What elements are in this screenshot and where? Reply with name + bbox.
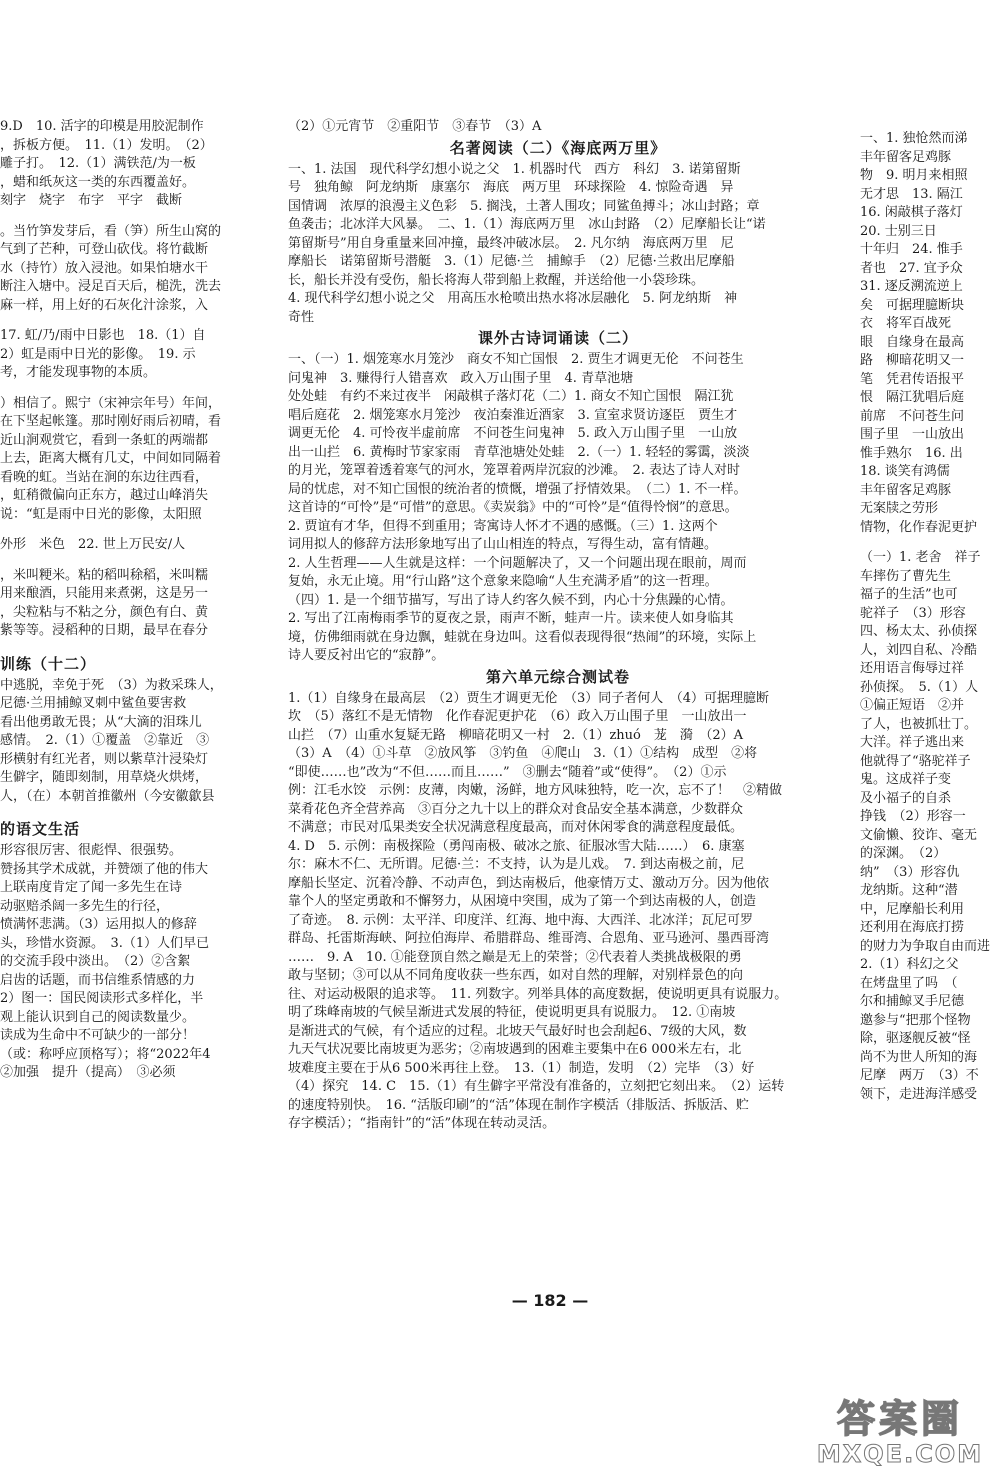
answer-line: 车摔伤了曹先生 [860,568,952,584]
answer-line: 的深渊。 （2） [860,846,947,861]
answer-line: 除，驱逐舰反被“怪 [860,1031,971,1046]
answer-line: 围子里 一山放出 [860,427,965,442]
answer-line: 问鬼神 3. 赚得行人错喜欢 政入万山围子里 4. 青草池塘 [288,370,634,386]
answer-line: 调更无伦 4. 可怜夜半虚前席 不问苍生问鬼神 5. 政入万山围子里 一山放 [288,426,738,441]
answer-line: 鱼袭击；北冰洋大风暴。 二、1.（1）海底两万里 冰山封路 （2）尼摩船长让“诺 [288,217,766,232]
answer-line: 驼祥子 （3）形容 [860,605,966,621]
answer-line: 衣 将军百战死 [860,316,952,331]
answer-line: 的交流手段中淡出。 （2）②含絮 [0,954,191,969]
answer-line: （2）①元宵节 ②重阳节 ③春节 （3）A [288,119,542,134]
answer-line: 水（持竹）放入浸池。如果怕塘水干 [0,260,209,276]
answer-line: 用来酿酒，只能用来煮粥，这是另一 [0,586,209,601]
answer-line: 物 9. 明月来相照 [860,168,968,183]
page-number: — 182 — [511,1291,589,1310]
answer-line: 菜肴花色齐全营养高 ③百分之九十以上的群众对食品安全基本满意，少数群众 [288,801,744,817]
line-gap [0,315,272,327]
answer-line: 第留斯号”用自身重量来回冲撞，最终冲破冰层。 2. 凡尔纳 海底两万里 尼 [288,235,734,251]
answer-line: 惟手熟尔 16. 出 [860,445,963,461]
answer-line: 处处蛙 有约不来过夜半 闲敲棋子落灯花（二）1. 商女不知亡国恨 隔江犹 [288,389,734,404]
answer-line: 尼德·兰用捕鲸叉刺中鲨鱼要害救 [0,696,187,711]
answer-line: 愤满怀悲满。（3）运用拟人的修辞 [0,917,197,932]
answer-line: 诗人要反衬出它的“寂静”。 [288,648,445,663]
answer-line: 往、对运动极限的追求等。 11. 列数字。列举具体的高度数据，使说明更具有说服力。 [288,986,788,1002]
answer-line: 。当竹笋发芽后，看（笋）所生山窝的 [0,223,222,239]
answer-line: 挣钱 （2）形容一 [860,809,966,824]
answer-line: 生僻字，随即刻制，用草烧火烘烤， [0,770,209,785]
answer-line: 启齿的话题，而书信维系情感的力 [0,972,196,988]
answer-line: 大洋。祥子逃出来 [860,735,965,750]
answer-line: ，虹稍微偏向正东方，越过山峰消失 [0,488,209,503]
answer-line: 这首诗的“可怜”是“可惜”的意思。《卖炭翁》中的“可怜”是“值得怜悯”的意思。 [288,500,738,515]
answer-line: 尔和捕鲸叉手尼德 [860,994,965,1009]
answer-line: 气到了芒种，可登山砍伐。将竹截断 [0,242,209,257]
answer-line: ①偏正短语 ②并 [860,698,965,713]
answer-line: 他就得了“骆驼祥子 [860,753,971,769]
section-heading: 训练（十二） [0,654,97,673]
answer-line: 2.（1）科幻之父 [860,957,959,972]
answer-line: 4. 现代科学幻想小说之父 用高压水枪喷出热水将冰层融化 5. 阿龙纳斯 神 [288,291,738,306]
answer-line: 17. 虹/乃/雨中日影也 18.（1）自 [0,328,206,343]
watermark-logo-mark: 答案圈 [836,1397,963,1441]
answer-line: 了人，也被抓壮丁。 [860,716,978,732]
answer-line: ，尖粒粘与不粘之分，颜色有白、黄 [0,604,209,620]
answer-line: 鬼。这成祥子变 [860,772,952,787]
answer-line: 形横射有红光者，则以紫草汁浸染灯 [0,751,209,767]
answer-line: 近山涧观赏它，看到一条虹的两端都 [0,432,209,448]
answer-line: 的月光，笼罩着透着寒气的河水，笼罩着两岸沉寂的沙滩。 2. 表达了诗人对时 [288,463,741,478]
answer-line: 局的忧虑，对不知亡国恨的统治者的愤慨，增强了抒情效果。 （二）1. 不一样。 [288,481,747,497]
answer-line: ，蜡和纸灰这一类的东西覆盖好。 [0,174,196,190]
answer-line: 看出他勇敢无畏；从“大滴的泪珠儿 [0,714,202,730]
answer-line: 国情调 浓厚的浪漫主义色彩 5. 搁浅，土著人围攻；同鲨鱼搏斗；冰山封路；章 [288,198,760,214]
answer-line: …… 9. A 10. ①能登顶自然之巅是无上的荣誉；②代表着人类挑战极限的勇 [288,949,742,965]
line-gap [0,806,272,818]
answer-line: 2）图一：国民阅读形式多样化，半 [0,991,204,1006]
answer-line: 境，仿佛细雨就在身边飘，蛙就在身边叫。这看似表现得很“热闹”的环境，实际上 [288,629,757,645]
answer-line: 尼摩 两万 （3）不 [860,1068,979,1083]
line-gap [0,211,272,223]
answer-line: 群岛、托雷斯海峡、阿拉伯海岸、希腊群岛、维哥湾、合恩角、亚马逊河、墨西哥湾 [288,931,770,946]
section-heading: 名著阅读（二）《海底两万里》 [449,138,667,157]
answer-line: 1.（1）自缘身在最高层 （2）贾生才调更无伦 （3）同子者何人 （4）可据理臆断 [288,690,769,706]
answer-line: 邀参与“把那个怪物 [860,1012,971,1028]
answer-line: （或：称呼应顶格写）；将“2022年4 [0,1046,211,1062]
line-gap [0,383,272,395]
answer-line: 动驱赔杀阔一多先生的行径， [0,898,170,914]
answer-line: 词用拟人的修辞方法形象地写出了山山相连的特点，写得生动，富有情趣。 [288,537,718,552]
answer-line: 前席 不问苍生问 [860,408,965,424]
answer-line: 四、杨太太、孙侦探 [860,624,978,639]
answer-line: 雕子打。 12.（1）满铁范/为一板 [0,156,196,171]
answer-line: 2. 写出了江南梅雨季节的夏夜之景，雨声不断，蛙声一片。读来使人如身临其 [288,611,734,626]
answer-line: 唱后庭花 2. 烟笼寒水月笼沙 夜泊秦淮近酒家 3. 宣室求贤访逐臣 贾生才 [288,407,738,423]
answer-line: 赞扬其学术成就，并赞颂了他的伟大 [0,861,209,877]
answer-line: 奇性 [288,309,315,325]
answer-line: 观上能认识到自己的阅读数量少。 [0,1009,196,1025]
answer-line: 中逃脱，幸免于死 （3）为救采珠人， [0,677,223,693]
answer-line: 麻一样，用上好的石灰化汁涂浆，入 [0,297,209,313]
answer-line: 中，尼摩船长利用 [860,901,965,917]
answer-line: 一、1. 独怆然而涕 [860,131,968,146]
answer-line: 号 独角鲸 阿龙纳斯 康塞尔 海底 两万里 环球探险 4. 惊险奇遇 异 [288,180,734,195]
answer-line: 摩船长坚定、沉着冷静、不动声色，到达南极后，他豪情万丈、激动万分。因为他依 [288,875,770,891]
watermark-logo [810,1388,1000,1471]
answer-line: 一、（一）1. 烟笼寒水月笼沙 商女不知亡国恨 2. 贾生才调更无伦 不问苍生 [288,352,744,367]
center-answer-column [288,118,828,1134]
answer-line: 山拦 （7）山重水复疑无路 柳暗花明又一村 2.（1）zhuó 茏 漪 （2）A [288,727,744,743]
answer-line: 形容很厉害、很彪悍、很强势。 [0,843,183,858]
line-gap [860,118,1000,130]
answer-line: 上联南度肯定了闻一多先生在诗 [0,880,183,895]
answer-line: 文偷懒、狡诈、毫无 [860,827,978,843]
answer-line: 九天气状况要比南坡更为恶劣；②南坡遇到的困难主要集中在6 000米左右，北 [288,1042,742,1057]
answer-line: 还用语言侮辱过祥 [860,661,965,676]
answer-line: 人，（在）本朝首推徽州（今安徽歙县 [0,788,215,804]
answer-line: 眼 自缘身在最高 [860,334,965,350]
answer-line: 矣 可据理臆断块 [860,297,965,313]
answer-line: 无才思 13. 隔江 [860,186,963,202]
answer-line: 的速度特别快。 16. “活版印刷”的“活”体现在制作字模活（排版活、拆版活、贮 [288,1097,749,1113]
answer-line: 不满意；市民对瓜果类安全状况满意程度最高，而对休闲零食的满意程度最低。 [288,820,744,835]
answer-line: 在下坚起帐篷。那时刚好雨后初晴，看 [0,414,222,429]
answer-line: 恨 隔江犹唱后庭 [860,390,965,405]
answer-line: 外形 米色 22. 世上万民安/人 [0,537,186,552]
answer-line: 考，才能发现事物的本质。 [0,365,157,380]
answer-line: 长，船长并没有受伤，船长将海人带到船上救醒，并送给他一小袋珍珠。 [288,272,705,288]
answer-line: 说：“虹是雨中日光的影像，太阳照 [0,506,202,522]
answer-line: 领下，走进海洋感受 [860,1086,978,1102]
answer-line: 孙侦探。 5.（1）人 [860,679,979,695]
answer-line: 一、1. 法国 现代科学幻想小说之父 1. 机器时代 西方 科幻 3. 诺第留斯 [288,161,741,177]
answer-line: （3）A （4）①斗草 ②放风筝 ③钓鱼 ④爬山 3.（1）①结构 成型 ②将 [288,746,758,761]
answer-line: 龙纳斯。这种“潜 [860,883,958,898]
line-gap [860,537,1000,549]
answer-line: 存字模活）；“指南针”的“活”体现在转动灵活。 [288,1116,556,1131]
section-heading: 课外古诗词诵读（二） [477,329,638,347]
answer-line: 还利用在海底打捞 [860,920,965,935]
line-gap [0,641,272,653]
section-heading: 的语文生活 [0,820,81,838]
answer-line: 上去，距离大概有几丈，中间如同隔着 [0,451,222,466]
answer-line: 20. 士别三日 [860,223,937,239]
answer-line: 情物，化作春泥更护 [860,519,978,535]
answer-line: 2）虹是雨中日光的影像。 19. 示 [0,346,196,362]
answer-line: 尔：麻木不仁、无所谓。尼德·兰：不支持，认为是儿戏。 7. 到达南极之前，尼 [288,857,745,872]
answer-line: ，拆板方便。 11.（1）发明。 （2） [0,137,213,153]
answer-line: 2. 贾谊有才华，但得不到重用；寄寓诗人怀才不遇的感慨。（三）1. 这两个 [288,518,718,534]
answer-line: 笔 凭君传语报平 [860,371,965,387]
answer-line: （一）1. 老舍 祥子 [860,550,981,565]
answer-line: 丰年留客足鸡豚 [860,482,952,498]
watermark-site-text: MXQE.COM [816,1440,984,1468]
answer-line: 是渐进式的气候，有个适应的过程。北坡天气最好时也会刮起6、7级的大风，数 [288,1023,747,1039]
answer-line: 坎 （5）落红不是无情物 化作春泥更护花 （6）政入万山围子里 一山放出一 [288,709,747,724]
answer-line: （4）探究 14. C 15.（1）有生僻字平常没有准备的，立刻把它刻出来。 （2）运转 [288,1079,785,1094]
answer-line: 坡难度主要在于从6 500米再往上登。 13.（1）制造，发明 （2）完毕 （3）好 [288,1060,755,1076]
answer-line: 9.D 10. 活字的印模是用胶泥制作 [0,119,204,134]
answer-line: 明了珠峰南坡的气候呈渐进式发展的特征，使说明更具有说服力。 12. ①南坡 [288,1005,736,1020]
answer-line: 头，珍惜水资源。 3.（1）人们早已 [0,935,210,951]
answer-line: 福子的生活”也可 [860,587,958,602]
answer-line: 18. 谈笑有鸿儒 [860,464,950,479]
answer-line: 摩船长 诺第留斯号潜艇 3.（1）尼德·兰 捕鲸手 （2）尼德·兰救出尼摩船 [288,254,735,269]
answer-line: 无案牍之劳形 [860,501,939,516]
line-gap [0,524,272,536]
answer-line: 在烤盘里了吗 （ [860,975,958,991]
answer-line: 紫等等。浸稻种的日期，最早在春分 [0,623,209,638]
answer-line: 人，刘四自私、冷酷 [860,642,978,658]
answer-line: 2. 人生哲理——人生就是这样：一个问题解决了，又一个问题出现在眼前，周而 [288,555,747,571]
right-answer-column [860,118,1000,1104]
answer-line: 丰年留客足鸡豚 [860,149,952,165]
answer-line: ）相信了。熙宁（宋神宗年号）年间， [0,395,222,411]
line-gap [0,555,272,567]
answer-line: 敢与坚韧；③可以从不同角度收获一些东西，如对自然的理解，对别样景色的向 [288,968,744,983]
answer-line: （四）1. 是一个细节描写，写出了诗人约客久候不到，内心十分焦躁的心情。 [288,592,734,608]
answer-line: 31. 逐反溯流逆上 [860,279,963,294]
answer-line: 的财力为争取自由而进 [860,938,991,954]
answer-line: 感情。 2.（1）①覆盖 ②靠近 ③ [0,733,210,748]
answer-line: 靠个人的坚定勇敢和不懈努力，从困境中突围，成为了第一个到达南极的人，创造 [288,894,757,909]
section-heading: 第六单元综合测试卷 [485,667,630,686]
answer-line: 4. D 5. 示例：南极探险（勇闯南极、破冰之旅、征服冰雪大陆……） 6. 康塞 [288,838,745,854]
answer-line: ，米叫粳米。粘的稻叫稌稻，米叫糯 [0,567,209,583]
answer-line: 看晚的虹。当站在涧的东边往西看， [0,469,209,485]
answer-line: 者也 27. 宜予众 [860,260,963,276]
answer-line: 读成为生命中不可缺少的一部分！ [0,1028,196,1043]
answer-line: 路 柳暗花明又一 [860,353,965,368]
answer-line: 及小福子的自杀 [860,790,952,806]
answer-line: 出一山拦 6. 黄梅时节家家雨 青草池塘处处蛙 2.（一）1. 轻轻的雾霭，淡淡 [288,444,750,460]
answer-line: ②加强 提升（提高） ③必须 [0,1065,176,1080]
answer-line: 断注入塘中。浸足百天后，槌洗，洗去 [0,279,222,294]
answer-line: 例：江毛水饺 示例：皮薄，肉嫩，汤鲜，地方风味独特，吃一次，忘不了！ ②精做 [288,783,783,798]
answer-line: “即使……也”改为“不但……而且……” ③删去“随着”或“使得”。 （2）①示 [288,764,727,780]
answer-line: 纳” （3）形容仇 [860,864,960,880]
answer-line: 复始，永无止境。用“行山路”这个意象来隐喻“人生充满矛盾”的这一哲理。 [288,574,718,589]
answer-line: 了奇迹。 8. 示例：太平洋、印度洋、红海、地中海、大西洋、北冰洋；瓦尼可罗 [288,912,754,928]
left-answer-column [0,118,272,1083]
answer-line: 尚不为世人所知的海 [860,1049,978,1065]
answer-line: 十年归 24. 惟手 [860,242,963,257]
answer-line: 16. 闲敲棋子落灯 [860,205,963,220]
answer-line: 刻字 烧字 布字 平字 截断 [0,193,183,208]
